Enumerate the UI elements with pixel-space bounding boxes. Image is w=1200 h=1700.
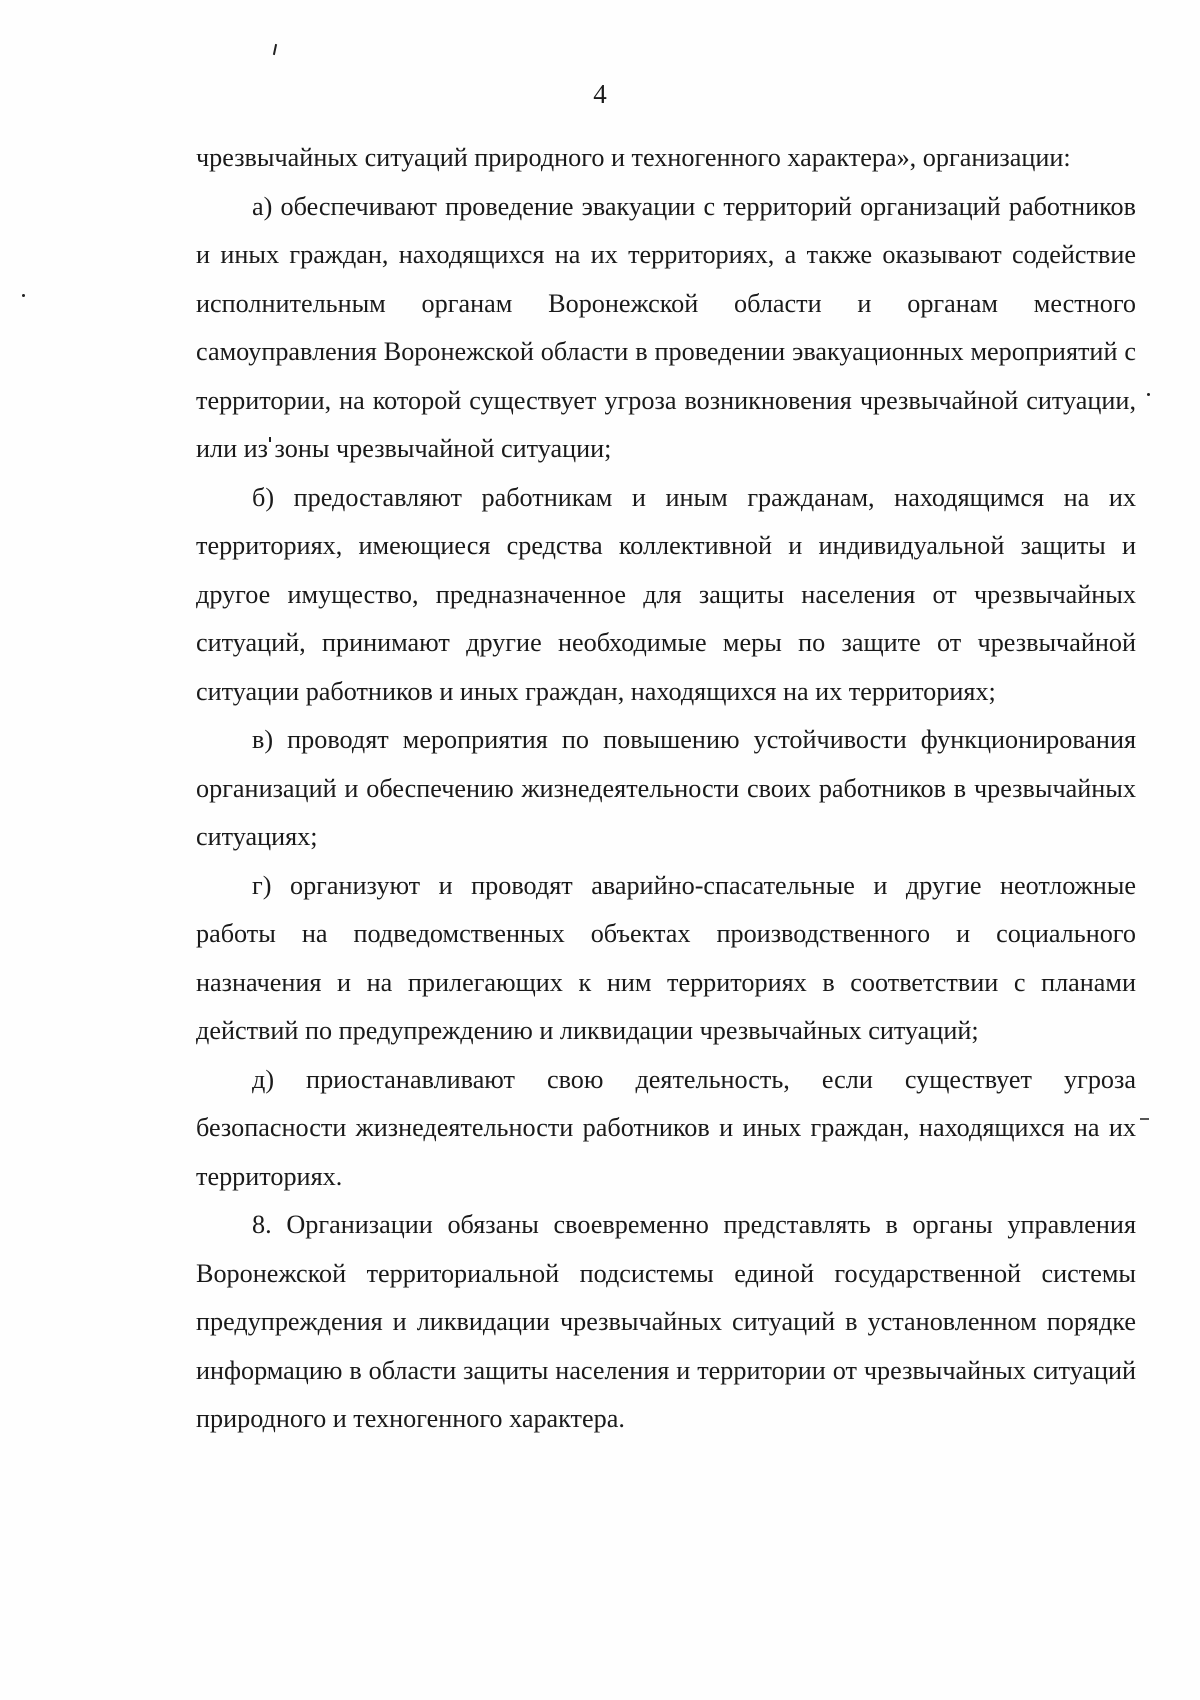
paragraph-continuation: чрезвычайных ситуаций природного и техногенного характера», организации: bbox=[196, 143, 1071, 172]
scan-artifact-mark bbox=[273, 44, 277, 55]
scan-artifact-dot bbox=[22, 294, 25, 297]
document-body bbox=[196, 134, 1136, 1444]
paragraph-clause-8: 8. Организации обязаны своевременно представлять в органы управления Воронежской территориальной подсистемы единой государственной системы предупреждения и ликвидации чрезвычайных ситуаций в установленном порядке информацию в области защиты населения и территории от чрезвычайных ситуаций природного и техногенного характера. bbox=[196, 1210, 1136, 1433]
paragraph-item-a: а) обеспечивают проведение эвакуации с территорий организаций работников и иных граждан, находящихся на их территориях, а также оказывают содействие исполнительным органам Воронежской области и органам местного самоуправления Воронежской области в проведении эвакуационных мероприятий с территории, на которой существует угроза возникновения чрезвычайной ситуации, или из зоны чрезвычайной ситуации; bbox=[196, 191, 1136, 463]
paragraph-item-b: б) предоставляют работникам и иным гражданам, находящимся на их территориях, имеющиеся средства коллективной и индивидуальной защиты и другое имущество, предназначенное для защиты населения от чрезвычайных ситуаций, принимают другие необходимые меры по защите от чрезвычайной ситуации работников и иных граждан, находящихся на их территориях; bbox=[196, 482, 1136, 706]
paragraph-item-d: д) приостанавливают свою деятельность, если существует угроза безопасности жизнедеятельности работников и иных граждан, находящихся на их территориях. bbox=[196, 1064, 1136, 1191]
paragraph-item-g: г) организуют и проводят аварийно-спасательные и другие неотложные работы на подведомственных объектах производственного и социального назначения и на прилегающих к ним территориях в соответствии с планами действий по предупреждению и ликвидации чрезвычайных ситуаций; bbox=[196, 870, 1136, 1045]
paragraph-item-v: в) проводят мероприятия по повышению устойчивости функционирования организаций и обеспечению жизнедеятельности своих работников в чрезвычайных ситуациях; bbox=[196, 725, 1136, 851]
page-number: 4 bbox=[593, 79, 607, 109]
scan-artifact-dot bbox=[1147, 393, 1150, 396]
scan-artifact-dash bbox=[1140, 1118, 1149, 1120]
